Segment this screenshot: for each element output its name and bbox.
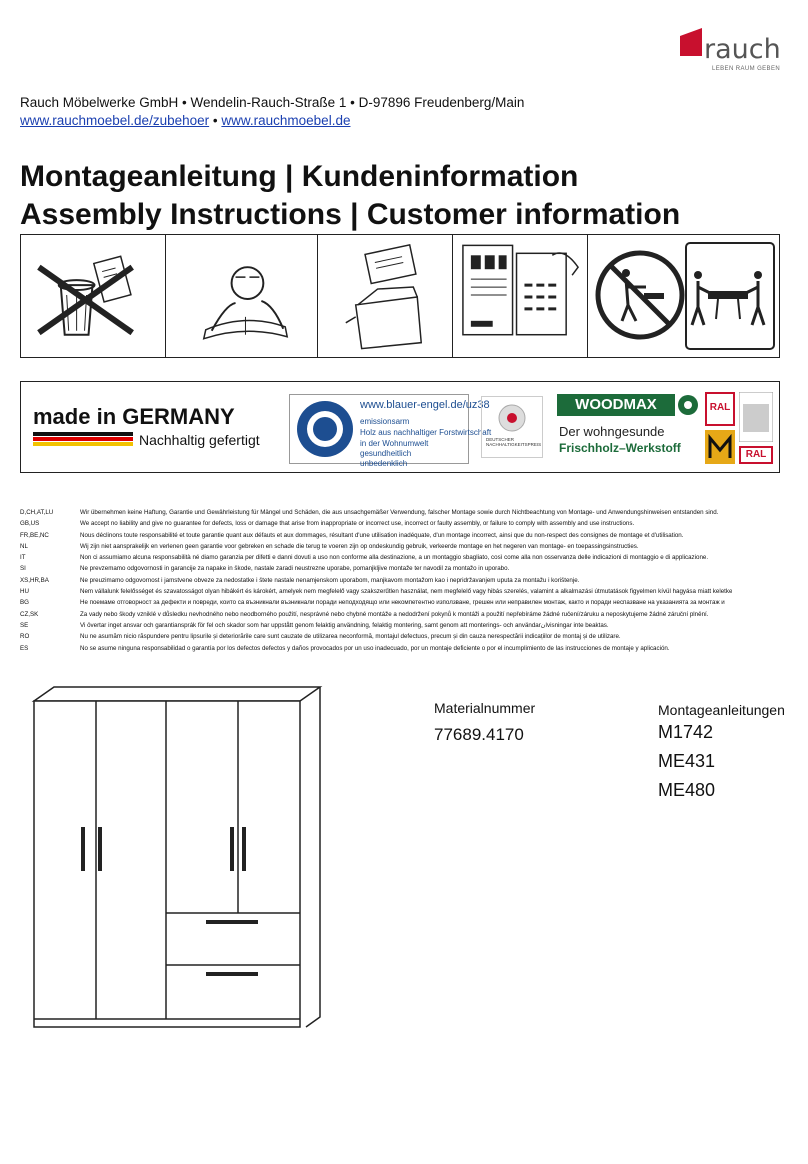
material-number: 77689.4170 — [434, 725, 524, 744]
disclaimer-row: IT Non ci assumiamo alcuna responsabilità né diamo garanzia per difetti e danni dovuti a uso non conforme alla destinazione, a un montaggio sbagliato, così come alla non osservanza delle indicazioni di montaggio e di applicazione. — [20, 554, 709, 562]
read-manual-icon — [166, 235, 318, 357]
blauer-engel-logo — [295, 399, 355, 459]
disclaimer-row: RO Nu ne asumăm nicio răspundere pentru lipsurile și deteriorările care sunt cauzate de utilizarea neconformă, montajul defectuos, precum și din cauza nerespectării indicațiilor de montaj și de utilizare. — [20, 633, 621, 641]
disclaimer-list — [20, 507, 790, 654]
ral-seals — [705, 392, 773, 464]
checklist-icon — [453, 235, 588, 357]
made-in-germany-label: made in GERMANY — [33, 404, 235, 429]
disclaimer-row: FR,BE,NC Nous déclinons toute responsabilité et toute garantie quant aux défauts et aux dommages, résultant d'une utilisation inadéquate, d'un montage incorrect, ainsi que du non-respect des consignes de montage et d'utilisation. — [20, 531, 684, 539]
blauer-engel-point: Holz aus nachhaltiger Forstwirtschaft — [360, 428, 492, 437]
ral-seal-bottom: RAL — [739, 446, 773, 464]
disclaimer-row: SI Ne prevzemamo odgovornosti in garancije za napake in škode, nastale zaradi neustrezne uporabe, pomanjkljive montaže ter navodil za montažo in uporabo. — [20, 565, 510, 573]
instructions-label: Montageanleitungen — [658, 702, 785, 718]
blauer-engel-point: in der Wohnumwelt gesundheitlich unbedenklich — [360, 439, 429, 468]
dnp-line: DEUTSCHER — [486, 437, 515, 442]
instruction-code: ME480 — [658, 780, 716, 800]
wardrobe-illustration — [20, 683, 326, 1039]
blauer-engel-url: www.blauer-engel.de/uz38 — [360, 399, 490, 411]
file-manual-icon — [318, 235, 453, 357]
rauch-logo — [676, 26, 786, 76]
material-number-label: Materialnummer — [434, 700, 536, 716]
disclaimer-row: GB,US We accept no liability and give no guarantee for defects, loss or damage that arise from inappropriate or incorrect use, incorrect or faulty assembly, or failure to comply with assembly and use instructions. — [20, 520, 635, 528]
moebel-m-icon — [705, 430, 735, 464]
golden-m-seal-icon — [739, 392, 773, 442]
title-english: Assembly Instructions | Customer information — [20, 198, 681, 231]
woodmax-gear-icon — [677, 394, 699, 416]
disclaimer-row: NL Wij zijn niet aansprakelijk en verlenen geen garantie voor gebreken en schade die terug te voeren zijn op ondeskundig gebruik, verkeerde montage en het negeren van montage- en toepassingsinstructies. — [20, 542, 639, 550]
blauer-engel-point: emissionsarm — [360, 417, 410, 426]
german-flag-icon — [33, 432, 133, 446]
nachhaltigkeitspreis-badge — [481, 396, 543, 458]
disclaimer-row: HU Nem vállalunk felelősséget és szavatosságot olyan hibákért és károkért, amelyek nem megfelelő vagy szakszerűtlen használat, nem megfelelő vagy hibás szerelés, valamint a alkalmazási útmutatások figyelmen kívül hagyása miatt keletke — [20, 588, 733, 596]
brand-tagline: LEBEN RAUM GEBEN — [712, 66, 781, 72]
blauer-engel-badge — [289, 394, 492, 468]
brand-name: rauch — [704, 34, 781, 65]
disclaimer-row: CZ,SK Za vady nebo škody vzniklé v důsledku nevhodného nebo neodborného použití, nesprávné nebo chybné montáže a nedodržení pokynů k montáži a použití nepřebíráme žádné ručení/záruku a neposkytujeme žádné záruční plnění. — [20, 610, 709, 618]
homepage-link[interactable]: www.rauchmoebel.de — [221, 113, 351, 128]
disclaimer-row: ES No se asume ninguna responsabilidad o garantía por los defectos defectos y daños provocados por un uso inadecuado, por un montaje deficiente o por el incumplimiento de las instrucciones de montaje y aplicación. — [20, 644, 670, 652]
two-person-carry-icon — [588, 235, 779, 357]
disclaimer-row: SE Vi övertar inget ansvar och garantiansprák för fel och skador som har uppstått genom felaktig användning, felaktig montering, samt genom att monterings- och användarانvisningar inte beaktas. — [20, 621, 609, 629]
instruction-code: ME431 — [658, 751, 716, 771]
link-separator: • — [212, 113, 218, 128]
accessories-link[interactable]: www.rauchmoebel.de/zubehoer — [20, 113, 210, 128]
title-german: Montageanleitung | Kundeninformation — [20, 160, 579, 193]
ral-seal-top: RAL — [705, 392, 735, 426]
woodmax-line1: Der wohngesunde — [559, 424, 665, 439]
award-icon — [497, 403, 527, 433]
dnp-line: NACHHALTIGKEITSPREIS — [486, 442, 542, 447]
instruction-strip — [20, 234, 780, 358]
header-links — [20, 113, 350, 128]
woodmax-badge — [557, 394, 699, 460]
company-address: Rauch Möbelwerke GmbH • Wendelin-Rauch-Straße 1 • D-97896 Freudenberg/Main — [20, 95, 525, 110]
disclaimer-row: D,CH,AT,LU Wir übernehmen keine Haftung, Garantie und Gewährleistung für Mängel und Schäden, die aus unsachgemäßer Verwendung, falscher Montage sowie durch Nichtbeachtung von Montage- und Anwendungshinweisen entstanden sind. — [20, 509, 719, 516]
disclaimer-row: BG Не поемаме отговорност за дефекти и повреди, които са възникнали възникнали поради неподходящо или некомпетентно използване, грешен или неправилен монтаж, както и поради неспазване на указанията за монтаж и — [20, 599, 725, 607]
disclaimer-row: XS,HR,BA Ne preuzimamo odgovornost i jamstvene obveze za nedostatke i štete nastale nenamjenskom uporabom, manjkavom montažom kao i nepridržavanjem uputa za montažu i korištenje. — [20, 576, 580, 584]
woodmax-line2: Frischholz–Werkstoff — [559, 441, 681, 455]
woodmax-name: WOODMAX — [557, 394, 675, 416]
no-trash-icon — [21, 235, 166, 357]
certification-strip — [20, 381, 780, 473]
made-in-germany-subtitle: Nachhaltig gefertigt — [139, 432, 260, 448]
instruction-code: M1742 — [658, 722, 714, 742]
